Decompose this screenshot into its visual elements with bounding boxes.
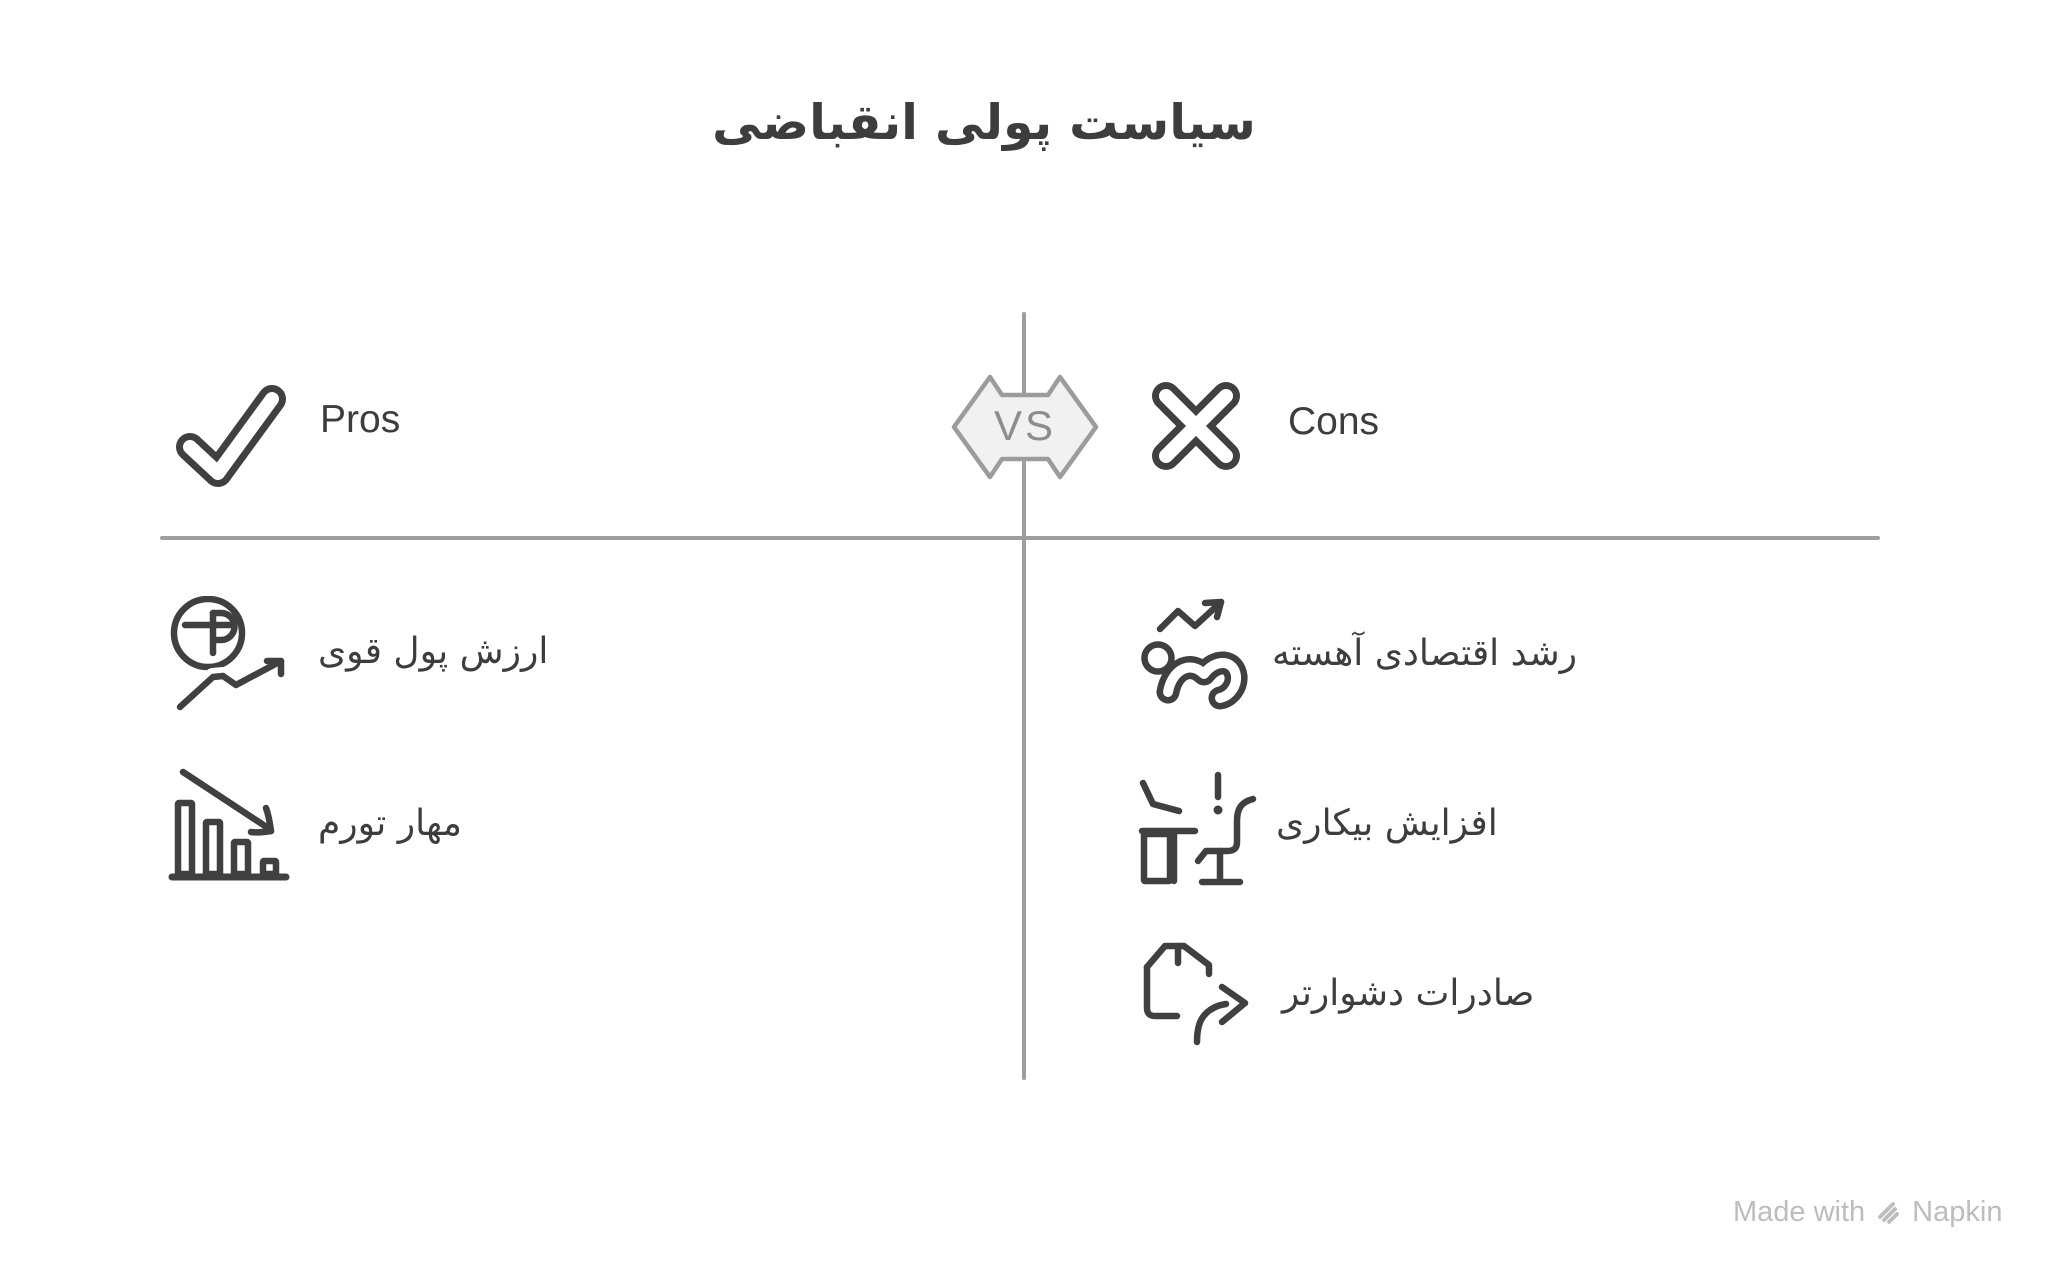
cons-item-text: افزایش بیکاری [1276, 803, 1498, 844]
napkin-brand-text: Napkin [1912, 1196, 2003, 1228]
made-with-text: Made with [1733, 1196, 1866, 1228]
cons-label: Cons [1288, 400, 1380, 443]
unemployment-icon [1138, 766, 1260, 893]
napkin-logo-icon [1875, 1199, 1902, 1226]
vs-label: VS [993, 402, 1057, 449]
checkmark-icon [168, 383, 292, 492]
inflation-decline-icon [168, 766, 290, 889]
page-title: سیاست پولی انقباضی [712, 94, 1256, 151]
horizontal-divider [160, 536, 1880, 540]
slow-growth-icon [1136, 596, 1252, 715]
vs-badge [950, 368, 1100, 486]
cons-item-text: رشد اقتصادی آهسته [1272, 633, 1578, 674]
pros-item-text: ارزش پول قوی [318, 631, 549, 672]
pros-item-text: مهار تورم [318, 803, 462, 844]
made-with-napkin-credit [1733, 1196, 2002, 1229]
cons-item-text: صادرات دشوارتر [1282, 973, 1535, 1014]
pros-label: Pros [320, 398, 401, 441]
harder-exports-icon [1140, 942, 1252, 1055]
cross-icon [1140, 370, 1252, 487]
strong-currency-icon [170, 596, 290, 719]
